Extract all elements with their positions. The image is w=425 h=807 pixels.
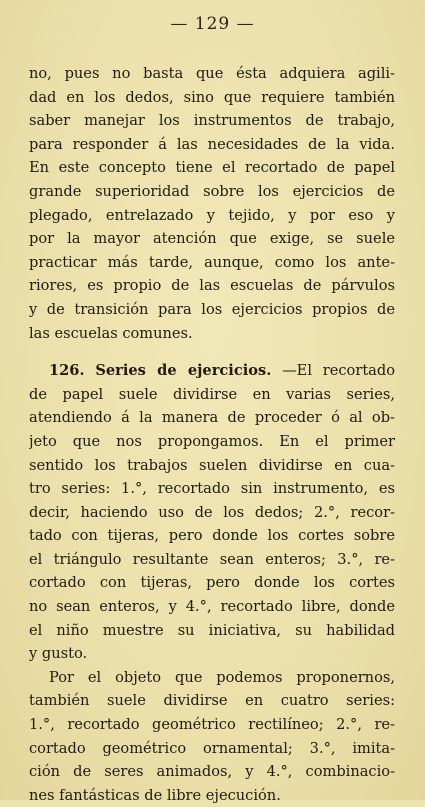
text-line: también suele dividirse en cuatro series:	[29, 692, 395, 710]
section-gap	[29, 345, 395, 359]
section-126	[29, 359, 395, 666]
body-text	[29, 62, 395, 807]
text-line: atendiendo á la manera de proceder ó al ob-	[29, 409, 395, 427]
text-line: jeto que nos propongamos. En el primer	[29, 432, 395, 450]
text-line: grande superioridad sobre los ejercicios de	[29, 182, 395, 200]
section-first-line-rest: —El recortado	[271, 362, 395, 380]
text-line: y gusto.	[29, 645, 88, 663]
text-line: Por el objeto que podemos proponernos,	[49, 668, 395, 686]
page-number: — 129 —	[170, 14, 255, 34]
text-line: decir, haciendo uso de los dedos; 2.°, recor-	[29, 503, 395, 521]
section-heading-line	[29, 359, 395, 383]
paragraph-3	[29, 666, 395, 807]
text-line: ción de seres animados, y 4.°, combinacio-	[29, 763, 395, 781]
text-line: de papel suele dividirse en varias series,	[29, 385, 395, 403]
text-line: el niño muestre su iniciativa, su habilidad	[29, 621, 395, 639]
text-line: tro series: 1.°, recortado sin instrumento, es	[29, 480, 395, 498]
text-line: sentido los trabajos suelen dividirse en cua-	[29, 456, 395, 474]
text-line: para responder á las necesidades de la vida.	[29, 135, 395, 153]
text-line: las escuelas comunes.	[29, 324, 193, 342]
text-line: dad en los dedos, sino que requiere también	[29, 88, 395, 106]
section-title: Series de ejercicios.	[95, 362, 272, 380]
text-line: riores, es propio de las escuelas de párvulos	[29, 277, 395, 295]
text-line: el triángulo resultante sean enteros; 3.°, re-	[29, 550, 395, 568]
section-number: 126.	[49, 362, 85, 380]
text-line: por la mayor atención que exige, se suele	[29, 230, 395, 248]
paragraph-1	[29, 62, 395, 345]
text-line: nes fantásticas de libre ejecución.	[29, 786, 281, 804]
text-line: En este concepto tiene el recortado de papel	[29, 159, 395, 177]
text-line: no sean enteros, y 4.°, recortado libre, donde	[29, 598, 395, 616]
text-line: cortado con tijeras, pero donde los cortes	[29, 574, 395, 592]
text-line: tado con tijeras, pero donde los cortes sobre	[29, 527, 395, 545]
text-line: saber manejar los instrumentos de trabajo,	[29, 112, 395, 130]
text-line: plegado, entrelazado y tejido, y por eso y	[29, 206, 395, 224]
text-line: 1.°, recortado geométrico rectilíneo; 2.°, re-	[29, 716, 395, 734]
text-line: no, pues no basta que ésta adquiera agili-	[29, 65, 395, 82]
text-line: cortado geométrico ornamental; 3.°, imita-	[29, 739, 395, 757]
text-line: practicar más tarde, aunque, como los ante-	[29, 253, 395, 271]
text-line: y de transición para los ejercicios propios de	[29, 300, 395, 318]
